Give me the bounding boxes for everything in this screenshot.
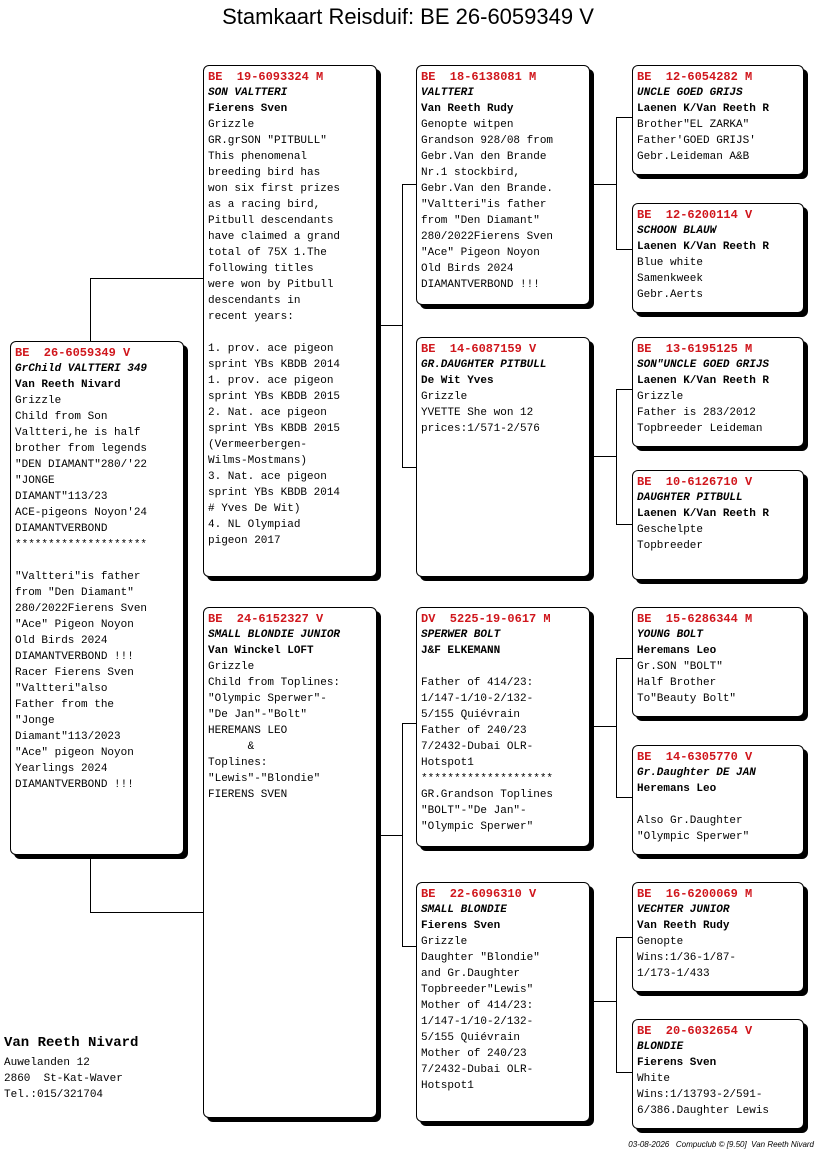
pigeon-note-line: 4. NL Olympiad [208, 519, 301, 531]
pigeon-note-line: Genopte [637, 936, 684, 948]
pigeon-note-line: YVETTE She won 12 [421, 407, 534, 419]
owner-name: Van Winckel LOFT [208, 645, 314, 657]
pigeon-note-line: were won by Pitbull [208, 279, 334, 291]
pigeon-card-ffm [632, 203, 804, 313]
pigeon-note-line: "Valtteri"also [15, 683, 108, 695]
pigeon-note-line: "Jonge [15, 715, 55, 727]
pigeon-name: UNCLE GOED GRIJS [637, 87, 743, 99]
owner-name: De Wit Yves [421, 375, 494, 387]
pigeon-note-line: Gebr.Aerts [637, 289, 704, 301]
pigeon-card-fff [632, 65, 804, 175]
pigeon-name: BLONDIE [637, 1041, 684, 1053]
owner-name: Van Reeth Nivard [15, 379, 121, 391]
pigeon-note-line: "DEN DIAMANT"280/'22 [15, 459, 148, 471]
pigeon-note-line: 280/2022Fierens Sven [15, 603, 148, 615]
pigeon-note-line: breeding bird has [208, 167, 321, 179]
connector-line [402, 467, 417, 468]
pigeon-note-line: Blue white [637, 257, 704, 269]
pigeon-name: SPERWER BOLT [421, 629, 501, 641]
breeder-city: 2860 St-Kat-Waver [4, 1073, 123, 1085]
pigeon-note-line: sprint YBs KBDB 2014 [208, 359, 341, 371]
owner-name: Fierens Sven [421, 920, 501, 932]
breeder-street: Auwelanden 12 [4, 1057, 90, 1069]
pigeon-note-line [637, 797, 799, 813]
breeder-name: Van Reeth Nivard [4, 1035, 139, 1051]
pigeon-card-father-father [416, 65, 590, 305]
connector-line [616, 797, 632, 798]
connector-line [90, 278, 91, 341]
pigeon-note-line: Gebr.Van den Brande. [421, 183, 554, 195]
pigeon-card-mother-father [416, 607, 590, 847]
pigeon-note-line: 3. Nat. ace pigeon [208, 471, 327, 483]
pigeon-note-line: (Vermeerbergen- [208, 439, 308, 451]
pigeon-note-line: Old Birds 2024 [421, 263, 514, 275]
connector-line [402, 723, 417, 724]
pigeon-card-father [203, 65, 377, 577]
pigeon-name: YOUNG BOLT [637, 629, 704, 641]
pigeon-note-line: prices:1/571-2/576 [421, 423, 540, 435]
pigeon-note-line: DIAMANTVERBOND !!! [15, 779, 134, 791]
pigeon-note-line: Yearlings 2024 [15, 763, 108, 775]
pigeon-note-line: have claimed a grand [208, 231, 341, 243]
pigeon-note-line: Toplines: [208, 757, 268, 769]
ring-number: BE 13-6195125 M [637, 342, 753, 356]
pigeon-note-line: Pitbull descendants [208, 215, 334, 227]
pigeon-note-line: Father of 240/23 [421, 725, 527, 737]
pigeon-note-line: 5/155 Quiévrain [421, 709, 521, 721]
pigeon-note-line: Grizzle [421, 936, 468, 948]
owner-name: Heremans Leo [637, 783, 717, 795]
pigeon-name: VECHTER JUNIOR [637, 904, 730, 916]
connector-line [593, 1001, 616, 1002]
owner-name: Fierens Sven [637, 1057, 717, 1069]
connector-line [402, 946, 417, 947]
pigeon-note-line: 1. prov. ace pigeon [208, 375, 334, 387]
owner-name: J&F ELKEMANN [421, 645, 501, 657]
pigeon-note-line: "Ace" Pigeon Noyon [421, 247, 540, 259]
pigeon-note-line [15, 553, 179, 569]
pigeon-note-line: sprint YBs KBDB 2015 [208, 391, 341, 403]
pigeon-name: DAUGHTER PITBULL [637, 492, 743, 504]
pigeon-note-line: & [208, 741, 255, 753]
pigeon-note-line: "BOLT"-"De Jan"- [421, 805, 527, 817]
ring-number: BE 22-6096310 V [421, 887, 537, 901]
pigeon-note-line: GR.grSON "PITBULL" [208, 135, 327, 147]
pigeon-card-mfm [632, 745, 804, 855]
ring-number: BE 14-6305770 V [637, 750, 753, 764]
pigeon-note-line: Mother of 414/23: [421, 1000, 534, 1012]
connector-line [616, 937, 632, 938]
connector-line [616, 117, 632, 118]
pigeon-note-line: Old Birds 2024 [15, 635, 108, 647]
connector-line [380, 835, 402, 836]
pigeon-note-line: Half Brother [637, 677, 717, 689]
pigeon-note-line: Grizzle [421, 391, 468, 403]
pigeon-note-line: Geschelpte [637, 524, 704, 536]
pigeon-note-line: as a racing bird, [208, 199, 321, 211]
ring-number: BE 19-6093324 M [208, 70, 324, 84]
pigeon-note-line: DIAMANT"113/23 [15, 491, 108, 503]
pigeon-note-line: "Valtteri"is father [15, 571, 141, 583]
pigeon-note-line: Father of 414/23: [421, 677, 534, 689]
pigeon-note-line: 2. Nat. ace pigeon [208, 407, 327, 419]
connector-line [90, 278, 204, 279]
pigeon-note-line: pigeon 2017 [208, 535, 281, 547]
pigeon-note-line: "Ace" Pigeon Noyon [15, 619, 134, 631]
connector-line [616, 1072, 632, 1073]
owner-name: Van Reeth Rudy [421, 103, 514, 115]
owner-name: Laenen K/Van Reeth R [637, 241, 770, 253]
pigeon-note-line: Hotspot1 [421, 1080, 474, 1092]
owner-name: Laenen K/Van Reeth R [637, 375, 770, 387]
ring-number: BE 16-6200069 M [637, 887, 753, 901]
connector-line [402, 723, 403, 947]
pigeon-note-line: from "Den Diamant" [15, 587, 134, 599]
pigeon-note-line: FIERENS SVEN [208, 789, 288, 801]
pigeon-note-line: won six first prizes [208, 183, 341, 195]
connector-line [402, 184, 417, 185]
pigeon-note-line: "Ace" pigeon Noyon [15, 747, 134, 759]
ring-number: BE 18-6138081 M [421, 70, 537, 84]
pigeon-note-line: 1/147-1/10-2/132- [421, 1016, 534, 1028]
ring-number: DV 5225-19-0617 M [421, 612, 551, 626]
pigeon-note-line: ******************** [421, 773, 554, 785]
pigeon-note-line: White [637, 1073, 671, 1085]
pigeon-note-line: 1/147-1/10-2/132- [421, 693, 534, 705]
pigeon-note-line: "De Jan"-"Bolt" [208, 709, 308, 721]
pigeon-note-line: Gebr.Van den Brande [421, 151, 547, 163]
pigeon-note-line: Nr.1 stockbird, [421, 167, 521, 179]
pigeon-name: SON"UNCLE GOED GRIJS [637, 359, 770, 371]
connector-line [90, 855, 91, 912]
ring-number: BE 24-6152327 V [208, 612, 324, 626]
pigeon-note-line: 7/2432-Dubai OLR- [421, 1064, 534, 1076]
pigeon-note-line: Grizzle [208, 119, 255, 131]
pigeon-note-line: DIAMANTVERBOND !!! [15, 651, 134, 663]
pigeon-name: VALTTERI [421, 87, 474, 99]
pigeon-card-fmf [632, 337, 804, 447]
pigeon-note-line: ACE-pigeons Noyon'24 [15, 507, 148, 519]
ring-number: BE 15-6286344 M [637, 612, 753, 626]
pigeon-note-line: HEREMANS LEO [208, 725, 288, 737]
owner-name: Laenen K/Van Reeth R [637, 508, 770, 520]
pigeon-note-line: This phenomenal [208, 151, 308, 163]
pigeon-note-line: Wins:1/13793-2/591- [637, 1089, 763, 1101]
owner-name: Fierens Sven [208, 103, 288, 115]
connector-line [402, 184, 403, 468]
ring-number: BE 12-6200114 V [637, 208, 753, 222]
pigeon-note-line: Valtteri,he is half [15, 427, 141, 439]
pigeon-note-line: sprint YBs KBDB 2014 [208, 487, 341, 499]
pigeon-note-line: Genopte witpen [421, 119, 514, 131]
owner-name: Van Reeth Rudy [637, 920, 730, 932]
pigeon-card-father-mother [416, 337, 590, 577]
pigeon-note-line: Mother of 240/23 [421, 1048, 527, 1060]
pigeon-note-line: 1/173-1/433 [637, 968, 710, 980]
pigeon-note-line: Topbreeder [637, 540, 704, 552]
pigeon-note-line: Topbreeder Leideman [637, 423, 763, 435]
connector-line [90, 912, 204, 913]
connector-line [616, 117, 617, 249]
connector-line [616, 389, 632, 390]
pigeon-note-line: brother from legends [15, 443, 148, 455]
pigeon-note-line: # Yves De Wit) [208, 503, 301, 515]
connector-line [616, 389, 617, 525]
pigeon-note-line: "Lewis"-"Blondie" [208, 773, 321, 785]
connector-line [593, 184, 616, 185]
pigeon-name: GR.DAUGHTER PITBULL [421, 359, 547, 371]
pigeon-note-line: 1. prov. ace pigeon [208, 343, 334, 355]
pigeon-card-subject [10, 341, 184, 855]
pigeon-note-line: "Olympic Sperwer" [637, 831, 750, 843]
pigeon-note-line: Father is 283/2012 [637, 407, 756, 419]
pigeon-note-line: total of 75X 1.The [208, 247, 327, 259]
pigeon-note-line [208, 325, 372, 341]
pigeon-note-line: Child from Toplines: [208, 677, 341, 689]
pigeon-note-line: Wilms-Mostmans) [208, 455, 308, 467]
pigeon-note-line: "Olympic Sperwer"- [208, 693, 327, 705]
pigeon-note-line: Grizzle [637, 391, 684, 403]
pigeon-name: GrChild VALTTERI 349 [15, 363, 148, 375]
breeder-phone: Tel.:015/321704 [4, 1089, 104, 1101]
pigeon-note-line: recent years: [208, 311, 294, 323]
pigeon-note-line: 280/2022Fierens Sven [421, 231, 554, 243]
pigeon-note-line: GR.Grandson Toplines [421, 789, 554, 801]
pigeon-note-line: Racer Fierens Sven [15, 667, 134, 679]
pigeon-card-mmm [632, 1019, 804, 1129]
pigeon-note-line: Topbreeder"Lewis" [421, 984, 534, 996]
connector-line [616, 658, 632, 659]
pigeon-name: SMALL BLONDIE [421, 904, 507, 916]
pigeon-note-line: 7/2432-Dubai OLR- [421, 741, 534, 753]
pigeon-note-line: Wins:1/36-1/87- [637, 952, 737, 964]
pigeon-note-line: sprint YBs KBDB 2015 [208, 423, 341, 435]
connector-line [380, 325, 402, 326]
pigeon-name: SCHOON BLAUW [637, 225, 717, 237]
owner-name: Laenen K/Van Reeth R [637, 103, 770, 115]
pigeon-note-line: Father'GOED GRIJS' [637, 135, 756, 147]
pigeon-note-line: Brother"EL ZARKA" [637, 119, 750, 131]
pigeon-note-line: Grizzle [15, 395, 62, 407]
pigeon-note-line: following titles [208, 263, 314, 275]
print-footer: 03-08-2026 Compuclub © [9.50] Van Reeth Nivard [628, 1140, 814, 1149]
ring-number: BE 26-6059349 V [15, 346, 131, 360]
pigeon-card-mother [203, 607, 377, 1118]
pigeon-note-line: "JONGE [15, 475, 55, 487]
connector-line [616, 658, 617, 798]
pigeon-note-line: 6/386.Daughter Lewis [637, 1105, 770, 1117]
pigeon-card-fmm [632, 470, 804, 580]
pigeon-note-line: Hotspot1 [421, 757, 474, 769]
pigeon-name: Gr.Daughter DE JAN [637, 767, 756, 779]
pigeon-note-line: Child from Son [15, 411, 108, 423]
connector-line [616, 249, 632, 250]
pigeon-name: SMALL BLONDIE JUNIOR [208, 629, 341, 641]
pigeon-note-line: from "Den Diamant" [421, 215, 540, 227]
ring-number: BE 12-6054282 M [637, 70, 753, 84]
pigeon-note-line: To"Beauty Bolt" [637, 693, 737, 705]
pigeon-note-line: Father from the [15, 699, 115, 711]
pigeon-note-line: Gr.SON "BOLT" [637, 661, 723, 673]
pigeon-note-line: Also Gr.Daughter [637, 815, 743, 827]
pigeon-note-line: "Olympic Sperwer" [421, 821, 534, 833]
pigeon-card-mmf [632, 882, 804, 992]
pigeon-note-line: DIAMANTVERBOND [15, 523, 108, 535]
pigeon-note-line: Grizzle [208, 661, 255, 673]
pigeon-note-line: ******************** [15, 539, 148, 551]
pigeon-card-mother-mother [416, 882, 590, 1122]
pigeon-note-line: Grandson 928/08 from [421, 135, 554, 147]
pigeon-note-line: descendants in [208, 295, 301, 307]
pigeon-note-line: Gebr.Leideman A&B [637, 151, 750, 163]
pigeon-card-mff [632, 607, 804, 717]
connector-line [593, 726, 616, 727]
owner-name: Heremans Leo [637, 645, 717, 657]
pigeon-note-line: 5/155 Quiévrain [421, 1032, 521, 1044]
pigeon-note-line: Samenkweek [637, 273, 704, 285]
pigeon-note-line [421, 659, 585, 675]
page-title: Stamkaart Reisduif: BE 26-6059349 V [222, 4, 594, 29]
pigeon-note-line: "Valtteri"is father [421, 199, 547, 211]
pigeon-name: SON VALTTERI [208, 87, 288, 99]
breeder-info [4, 1035, 138, 1103]
connector-line [593, 456, 616, 457]
pigeon-note-line: Daughter "Blondie" [421, 952, 540, 964]
pigeon-note-line: and Gr.Daughter [421, 968, 521, 980]
connector-line [616, 524, 632, 525]
ring-number: BE 20-6032654 V [637, 1024, 753, 1038]
ring-number: BE 10-6126710 V [637, 475, 753, 489]
ring-number: BE 14-6087159 V [421, 342, 537, 356]
pigeon-note-line: DIAMANTVERBOND !!! [421, 279, 540, 291]
connector-line [616, 937, 617, 1073]
pigeon-note-line: Diamant"113/2023 [15, 731, 121, 743]
